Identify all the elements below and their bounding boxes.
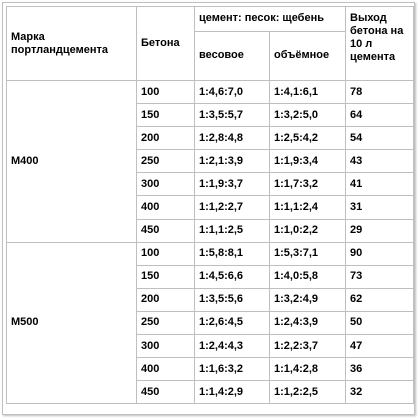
header-yield: Выход бетона на 10 л цемента <box>346 7 414 81</box>
concrete-mix-table <box>6 6 414 404</box>
ratio-weight-cell: 1:1,2:2,7 <box>195 196 270 219</box>
ratio-volume-cell: 1:1,2:2,5 <box>270 381 346 404</box>
ratio-weight-cell: 1:1,9:3,7 <box>195 173 270 196</box>
yield-cell: 31 <box>346 196 414 219</box>
yield-cell: 73 <box>346 265 414 288</box>
ratio-volume-cell: 1:1,9:3,4 <box>270 150 346 173</box>
header-by-weight: весовое <box>195 31 270 80</box>
ratio-volume-cell: 1:2,4:3,9 <box>270 311 346 334</box>
ratio-volume-cell: 1:1,0:2,2 <box>270 219 346 242</box>
grade-cell: М400 <box>7 81 137 243</box>
concrete-grade-cell: 450 <box>137 219 195 242</box>
concrete-grade-cell: 450 <box>137 381 195 404</box>
ratio-volume-cell: 1:1,7:3,2 <box>270 173 346 196</box>
grade-cell: М500 <box>7 242 137 404</box>
ratio-weight-cell: 1:1,4:2,9 <box>195 381 270 404</box>
yield-cell: 36 <box>346 358 414 381</box>
yield-cell: 43 <box>346 150 414 173</box>
ratio-weight-cell: 1:1,1:2,5 <box>195 219 270 242</box>
ratio-weight-cell: 1:1,6:3,2 <box>195 358 270 381</box>
concrete-grade-cell: 300 <box>137 335 195 358</box>
ratio-volume-cell: 1:3,2:5,0 <box>270 104 346 127</box>
ratio-weight-cell: 1:4,5:6,6 <box>195 265 270 288</box>
ratio-weight-cell: 1:3,5:5,7 <box>195 104 270 127</box>
yield-cell: 62 <box>346 288 414 311</box>
concrete-grade-cell: 200 <box>137 127 195 150</box>
concrete-grade-cell: 300 <box>137 173 195 196</box>
concrete-grade-cell: 100 <box>137 81 195 104</box>
yield-cell: 41 <box>346 173 414 196</box>
header-grade: Марка портландцемента <box>7 7 137 81</box>
concrete-grade-cell: 400 <box>137 196 195 219</box>
yield-cell: 50 <box>346 311 414 334</box>
header-row-1 <box>7 7 414 32</box>
ratio-weight-cell: 1:2,1:3,9 <box>195 150 270 173</box>
ratio-volume-cell: 1:1,4:2,8 <box>270 358 346 381</box>
ratio-volume-cell: 1:2,2:3,7 <box>270 335 346 358</box>
ratio-weight-cell: 1:2,4:4,3 <box>195 335 270 358</box>
yield-cell: 90 <box>346 242 414 265</box>
ratio-weight-cell: 1:5,8:8,1 <box>195 242 270 265</box>
yield-cell: 47 <box>346 335 414 358</box>
yield-cell: 78 <box>346 81 414 104</box>
table-row <box>7 81 414 104</box>
ratio-volume-cell: 1:2,5:4,2 <box>270 127 346 150</box>
yield-cell: 32 <box>346 381 414 404</box>
ratio-volume-cell: 1:3,2:4,9 <box>270 288 346 311</box>
ratio-volume-cell: 1:5,3:7,1 <box>270 242 346 265</box>
table-row <box>7 242 414 265</box>
yield-cell: 64 <box>346 104 414 127</box>
yield-cell: 29 <box>346 219 414 242</box>
ratio-weight-cell: 1:2,8:4,8 <box>195 127 270 150</box>
ratio-volume-cell: 1:4,0:5,8 <box>270 265 346 288</box>
concrete-grade-cell: 100 <box>137 242 195 265</box>
concrete-grade-cell: 250 <box>137 311 195 334</box>
concrete-grade-cell: 150 <box>137 104 195 127</box>
ratio-weight-cell: 1:2,6:4,5 <box>195 311 270 334</box>
concrete-grade-cell: 250 <box>137 150 195 173</box>
yield-cell: 54 <box>346 127 414 150</box>
ratio-weight-cell: 1:4,6:7,0 <box>195 81 270 104</box>
concrete-grade-cell: 150 <box>137 265 195 288</box>
concrete-grade-cell: 400 <box>137 358 195 381</box>
ratio-volume-cell: 1:1,1:2,4 <box>270 196 346 219</box>
table-frame <box>2 2 415 415</box>
concrete-grade-cell: 200 <box>137 288 195 311</box>
ratio-volume-cell: 1:4,1:6,1 <box>270 81 346 104</box>
ratio-weight-cell: 1:3,5:5,6 <box>195 288 270 311</box>
header-concrete: Бетона <box>137 7 195 81</box>
header-by-volume: объёмное <box>270 31 346 80</box>
header-ratio-group: цемент: песок: щебень <box>195 7 346 32</box>
